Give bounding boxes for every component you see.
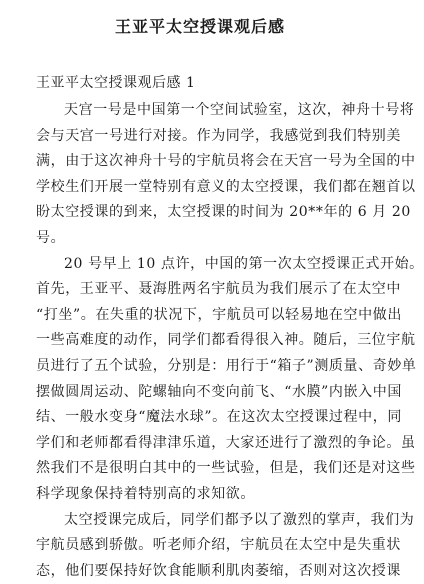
paragraph-1-line: 天宫一号是中国第一个空间试验室，这次，神舟十号将 — [64, 102, 415, 118]
paragraph-2-line: 20 号早上 10 点许，中国的第一次太空授课正式开始。 — [64, 255, 424, 272]
paragraph-3-line: 太空授课完成后，同学们都予以了激烈的掌声，我们为 — [64, 511, 415, 528]
paragraph-2-line: 摆做圆周运动、陀螺轴向不变向前飞、“水膜”内嵌入中国 — [36, 383, 402, 400]
document-body — [36, 98, 424, 579]
paragraph-2-line: 学们和老师都看得津津乐道，大家还进行了激烈的争论。虽 — [36, 434, 416, 451]
paragraph-3-line: 宇航员感到骄傲。听老师介绍，宇航员在太空中是失重状 — [36, 537, 401, 554]
paragraph-2-line: 首先，王亚平、聂海胜两名宇航员为我们展示了在太空中 — [36, 281, 401, 298]
paragraph-1-line: 满，由于这次神舟十号的宇航员将会在天宫一号为全国的中 — [36, 153, 416, 170]
paragraph-1-line: 号。 — [36, 229, 66, 246]
paragraph-2-line: 一些高难度的动作，同学们都看得很入神。随后，三位宇航 — [36, 332, 416, 349]
document-title: 王亚平太空授课观后感 — [114, 17, 285, 36]
paragraph-2-line: 科学现象保持着特别高的求知欲。 — [36, 485, 255, 502]
paragraph-2-line: “打坐”。在失重的状况下，宇航员可以轻易地在空中做出 — [36, 306, 402, 323]
paragraph-2-line: 结、一般水变身“魔法水球”。在这次太空授课过程中，同 — [36, 409, 402, 426]
paragraph-1-line: 盼太空授课的到来，太空授课的时间为 20**年的 6 月 20 — [36, 204, 411, 221]
paragraph-2-line: 然我们不是很明白其中的一些试验，但是，我们还是对这些 — [36, 460, 416, 477]
paragraph-1-line: 会与天宫一号进行对接。作为同学，我感觉到我们特别美 — [36, 127, 401, 144]
section-heading: 王亚平太空授课观后感 1 — [36, 75, 196, 91]
paragraph-3-line: 态，他们要保持好饮食能顺利肌肉萎缩，否则对这次授课 — [36, 562, 401, 579]
paragraph-2-line: 员进行了五个试验，分别是：用行于“箱子”测质量、奇妙单 — [36, 357, 417, 374]
paragraph-1-line: 学校生们开展一堂特别有意义的太空授课，我们都在翘首以 — [36, 178, 416, 195]
